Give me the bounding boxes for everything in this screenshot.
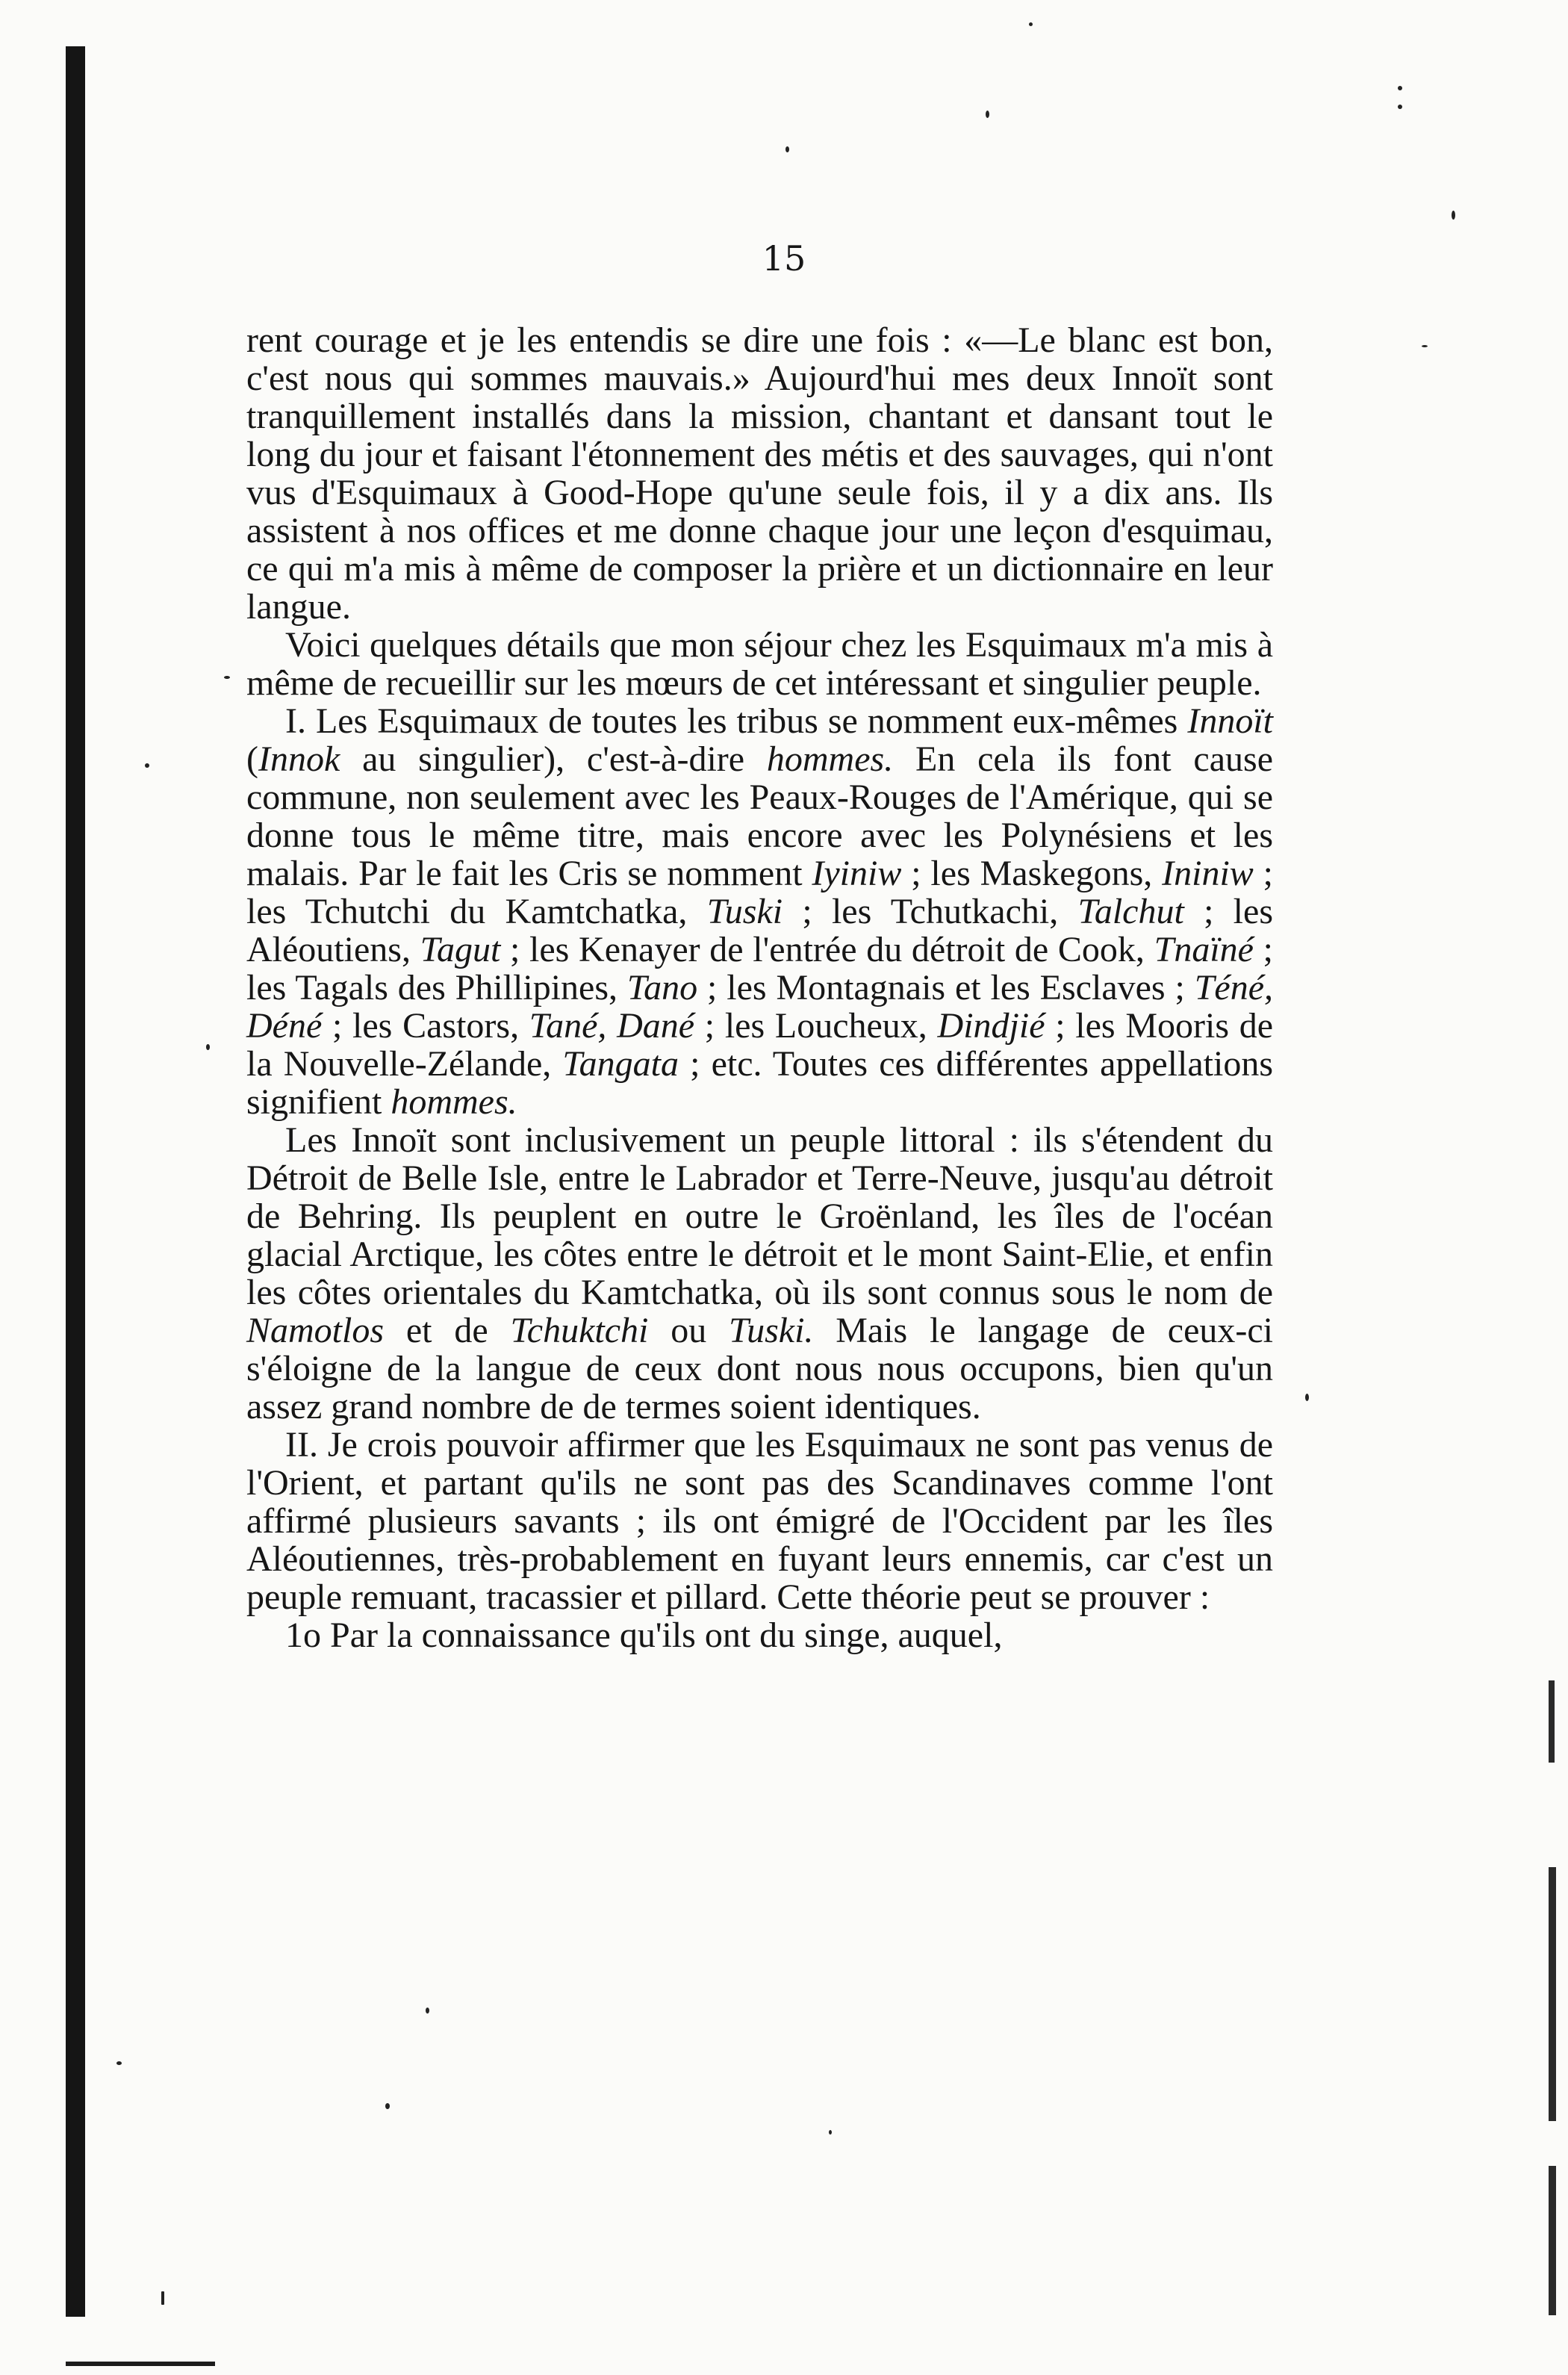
italic-term: Tagut — [420, 930, 501, 969]
scan-speck — [1305, 1394, 1309, 1401]
italic-term: Téné, Déné — [246, 968, 1274, 1046]
text-run: ; les Tchutchi du Kamtchatka, — [246, 854, 1273, 931]
italic-term: Namotlos — [246, 1311, 385, 1350]
paragraph — [246, 1616, 1273, 1654]
paragraph — [246, 1121, 1273, 1426]
page-number: 15 — [762, 238, 806, 279]
text-run: et de — [384, 1311, 511, 1350]
text-run: II. Je crois pouvoir affirmer que les Esquimaux ne sont pas venus de l'Orient, et partant qu'ils ne sont pas des Scandinaves comme l'ont affirmé plusieurs savants ; ils ont émigré de l'Occident par les îles Aléoutiennes, très-probablement en fuyant leurs ennemis, car c'est un peuple remuant, tracassier et pillard. Cette théorie peut se prouver : — [246, 1425, 1273, 1617]
scan-speck — [145, 763, 149, 768]
text-run: En cela ils font cause commune, non seulement avec les Peaux-Rouges de l'Amérique, qui se donne tous le même titre, mais encore avec les Polynésiens et les malais. Par le fait les Cris se nomment — [246, 739, 1273, 893]
text-run: ( — [246, 739, 258, 779]
page-body-text — [246, 321, 1273, 1654]
text-run: I. Les Esquimaux de toutes les tribus se nomment eux-mêmes — [285, 701, 1188, 741]
text-run: 1o Par la connaissance qu'ils ont du singe, auquel, — [285, 1615, 1003, 1655]
scan-speck — [829, 2130, 832, 2135]
page-right-edge-mark — [1549, 1867, 1556, 2121]
text-run: ; les Mooris de la Nouvelle-Zélande, — [246, 1006, 1274, 1084]
scan-speck — [224, 676, 230, 679]
text-run: ; les Kenayer de l'entrée du détroit de Cook, — [500, 930, 1154, 969]
italic-term: hommes. — [766, 739, 894, 779]
scan-speck — [1452, 211, 1455, 220]
italic-term: Tchuktchi — [510, 1311, 649, 1350]
page-right-edge-mark — [1549, 2166, 1556, 2315]
scan-speck — [1398, 105, 1402, 109]
italic-term: Tuski — [706, 892, 783, 931]
scan-speck — [1422, 345, 1428, 347]
italic-term: Talchut — [1077, 892, 1184, 931]
text-run: ; les Tagals des Phillipines, — [246, 930, 1274, 1008]
text-run: ; les Maskegons, — [901, 854, 1163, 893]
italic-term: Ininiw — [1162, 854, 1254, 893]
page-binding-edge — [66, 46, 85, 2317]
text-run: rent courage et je les entendis se dire une fois : «—Le blanc est bon, c'est nous qui sommes mauvais.» Aujourd'hui mes deux Innoït sont tranquillement installés dans la mission, chantant et dansant tout le long du jour et faisant l'étonnement des métis et des sauvages, qui n'ont vus d'Esquimaux à Good-Hope qu'une seule fois, il y a dix ans. Ils assistent à nos offices et me donne chaque jour une leçon d'esquimau, ce qui m'a mis à même de composer la prière et un dictionnaire en leur langue. — [246, 320, 1273, 627]
scan-speck — [785, 146, 789, 152]
text-run: ; les Montagnais et les Esclaves ; — [697, 968, 1195, 1008]
italic-term: Tané, Dané — [529, 1006, 695, 1046]
scan-speck — [206, 1044, 210, 1050]
italic-term: Tnaïné — [1154, 930, 1254, 969]
italic-term: Tangata — [562, 1044, 679, 1084]
paragraph — [246, 626, 1273, 702]
italic-term: Tano — [626, 968, 698, 1008]
italic-term: Dindjié — [937, 1006, 1045, 1046]
text-run: Les Innoït sont inclusivement un peuple littoral : ils s'étendent du Détroit de Belle Isle, entre le Labrador et Terre-Neuve, jusqu'au détroit de Behring. Ils peuplent en outre le Groënland, les îles de l'océan glacial Arctique, les côtes entre le détroit et le mont Saint-Elie, et enfin les côtes orientales du Kamtchatka, où ils sont connus sous le nom de — [246, 1120, 1273, 1312]
scan-speck — [161, 2291, 164, 2305]
italic-term: Innoït — [1187, 701, 1273, 741]
paragraph — [246, 321, 1273, 626]
text-run: au singulier), c'est-à-dire — [340, 739, 767, 779]
page-bottom-edge — [66, 2362, 215, 2366]
text-run: ou — [648, 1311, 729, 1350]
italic-term: Innok — [258, 739, 340, 779]
italic-term: hommes. — [391, 1082, 517, 1122]
scan-speck — [426, 2008, 429, 2014]
scan-speck — [385, 2103, 390, 2109]
text-run: Mais le langage de ceux-ci s'éloigne de la langue de ceux dont nous nous occupons, bien qu'un assez grand nombre de de termes soient identiques. — [246, 1311, 1273, 1426]
italic-term: Tuski. — [729, 1311, 814, 1350]
scan-speck — [986, 111, 989, 118]
paragraph — [246, 702, 1273, 1121]
text-run: ; les Castors, — [322, 1006, 529, 1046]
scan-speck — [1029, 22, 1033, 26]
paragraph — [246, 1426, 1273, 1616]
text-run: ; les Aléoutiens, — [246, 892, 1274, 969]
text-run: ; les Loucheux, — [694, 1006, 938, 1046]
text-run: ; les Tchutkachi, — [783, 892, 1078, 931]
text-run: Voici quelques détails que mon séjour chez les Esquimaux m'a mis à même de recueillir sur les mœurs de cet intéressant et singulier peuple. — [246, 625, 1273, 703]
scan-speck — [1398, 86, 1402, 90]
text-run: ; etc. Toutes ces différentes appellations signifient — [246, 1044, 1274, 1122]
scan-speck — [116, 2061, 122, 2065]
page-right-edge-mark — [1549, 1680, 1555, 1763]
italic-term: Iyiniw — [812, 854, 902, 893]
